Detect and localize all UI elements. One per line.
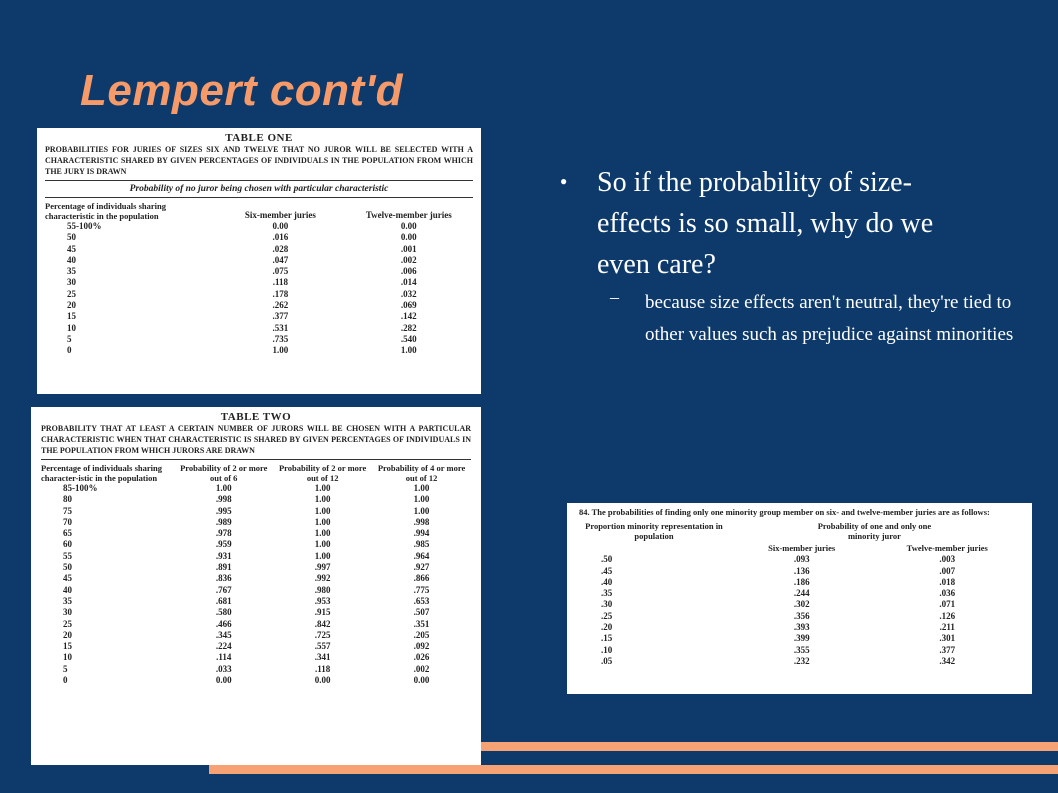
table-cell: 35 — [67, 266, 76, 277]
table-cell: .836 — [215, 573, 232, 584]
table-cell: .994 — [413, 528, 430, 539]
table-cell: .964 — [413, 550, 430, 561]
table-cell: 40 — [67, 254, 76, 265]
table-cell: .036 — [939, 588, 956, 599]
table-three-header-six: Six-member juries — [768, 543, 836, 553]
table-cell: 1.00 — [400, 345, 417, 356]
table-two-description: PROBABILITY THAT AT LEAST A CERTAIN NUMBER OF JURORS WILL BE CHOSEN WITH A PARTICULAR CHARACTERISTIC WHEN THAT CHARACTERISTIC IS SHARED BY GIVEN PERCENTAGES OF INDIVIDUALS IN THE POPULATION FROM WHICH JURORS ARE DRAWN — [41, 424, 471, 455]
table-row — [41, 675, 471, 686]
table-cell: 0.00 — [400, 221, 417, 231]
table-cell: .531 — [272, 322, 289, 333]
table-row — [579, 645, 1020, 656]
table-three-image — [567, 503, 1032, 694]
table-cell: 10 — [63, 652, 72, 663]
table-cell: .989 — [215, 516, 232, 527]
table-cell: .232 — [793, 655, 810, 666]
table-cell: .118 — [272, 277, 289, 288]
bullet-sub — [540, 287, 1040, 351]
table-cell: 50 — [67, 232, 76, 243]
table-three — [579, 543, 1020, 667]
table-cell: .282 — [400, 322, 417, 333]
table-cell: .003 — [939, 554, 956, 565]
table-cell: .002 — [400, 254, 417, 265]
table-row — [45, 232, 473, 243]
table-cell: .866 — [413, 573, 430, 584]
table-cell: .028 — [272, 243, 289, 254]
table-cell: 65 — [63, 528, 72, 539]
table-cell: .399 — [793, 633, 810, 644]
table-cell: .978 — [215, 528, 232, 539]
table-cell: .980 — [314, 584, 331, 595]
table-cell: .915 — [314, 607, 331, 618]
table-cell: 1.00 — [413, 505, 430, 516]
table-cell: .341 — [314, 652, 331, 663]
table-two-title: TABLE TWO — [220, 411, 292, 423]
table-cell: .262 — [272, 300, 289, 311]
table-three-description: 84. The probabilities of finding only one minority group member on six- and twelve-member juries are as follows: — [579, 507, 990, 517]
table-cell: 20 — [63, 629, 72, 640]
divider — [41, 459, 471, 460]
table-cell: .735 — [272, 333, 289, 344]
table-cell: .114 — [216, 652, 232, 663]
table-cell: .302 — [793, 599, 810, 610]
table-cell: .032 — [400, 288, 417, 299]
table-row — [45, 266, 473, 277]
table-cell: 0.00 — [400, 232, 417, 243]
table-cell: 45 — [63, 573, 72, 584]
table-row — [579, 588, 1020, 599]
table-cell: .118 — [315, 663, 331, 674]
table-cell: 1.00 — [314, 550, 331, 561]
table-cell: .953 — [314, 595, 331, 606]
table-three-header-twelve: Twelve-member juries — [906, 543, 988, 553]
table-cell: .959 — [215, 539, 232, 550]
table-two-header-2of6: Probability of 2 or more out of 6 — [180, 463, 268, 483]
table-two-header-2of12: Probability of 2 or more out of 12 — [278, 463, 367, 483]
table-cell: .069 — [400, 300, 417, 311]
bullet-main-text: So if the probability of size-effects is so small, why do we even care? — [597, 167, 934, 280]
table-row — [45, 323, 473, 334]
table-cell: .10 — [601, 644, 613, 655]
table-cell: .40 — [601, 576, 613, 587]
table-cell: .355 — [793, 644, 810, 655]
table-three-body — [579, 554, 1020, 667]
table-cell: .45 — [601, 565, 613, 576]
bullet-main — [540, 162, 1040, 285]
table-cell: 0.00 — [215, 675, 232, 686]
table-row — [41, 562, 471, 573]
table-cell: 15 — [67, 311, 76, 322]
table-cell: 0.00 — [314, 675, 331, 686]
table-cell: .25 — [601, 610, 613, 621]
table-cell: .345 — [215, 629, 232, 640]
table-two-body — [41, 483, 471, 686]
table-cell: .142 — [400, 311, 417, 322]
table-row — [45, 345, 473, 356]
table-cell: .014 — [400, 277, 417, 288]
table-row — [41, 528, 471, 539]
table-row — [45, 334, 473, 345]
table-cell: .026 — [413, 652, 430, 663]
table-row — [41, 483, 471, 494]
table-row — [41, 607, 471, 618]
table-cell: 25 — [67, 288, 76, 299]
table-cell: 35 — [63, 595, 72, 606]
table-cell: .985 — [413, 539, 430, 550]
table-cell: 1.00 — [413, 483, 430, 493]
table-row — [579, 554, 1020, 565]
table-cell: .891 — [215, 562, 232, 573]
table-cell: 85-100% — [63, 483, 98, 493]
table-cell: 75 — [63, 505, 72, 516]
table-one-body — [45, 221, 473, 357]
table-cell: 1.00 — [215, 483, 232, 493]
table-row — [45, 244, 473, 255]
table-cell: 60 — [63, 539, 72, 550]
table-two-header-pct: Percentage of individuals sharing character-istic in the population — [41, 463, 162, 483]
table-row — [41, 494, 471, 505]
table-cell: .007 — [939, 565, 956, 576]
table-cell: 15 — [63, 641, 72, 652]
table-row — [579, 656, 1020, 667]
table-row — [579, 611, 1020, 622]
table-cell: .995 — [215, 505, 232, 516]
table-cell: .20 — [601, 622, 613, 633]
bullet-dot-icon: ● — [560, 174, 568, 188]
table-cell: 30 — [67, 277, 76, 288]
table-cell: .356 — [793, 610, 810, 621]
table-row — [41, 664, 471, 675]
table-one-title: TABLE ONE — [225, 132, 293, 144]
table-row — [41, 630, 471, 641]
table-row — [45, 221, 473, 232]
table-row — [41, 573, 471, 584]
slide-title: Lempert cont'd — [80, 66, 404, 115]
table-two — [41, 463, 471, 686]
accent-stripe-bottom — [209, 765, 1058, 774]
table-cell: 1.00 — [314, 505, 331, 516]
table-cell: .205 — [413, 629, 430, 640]
bullet-dash-icon: – — [610, 287, 619, 307]
table-cell: 1.00 — [314, 539, 331, 550]
table-cell: .931 — [215, 550, 232, 561]
table-cell: .842 — [314, 618, 331, 629]
table-cell: .002 — [413, 663, 430, 674]
table-cell: 5 — [63, 663, 68, 674]
table-row — [579, 599, 1020, 610]
table-cell: 0 — [63, 675, 68, 686]
table-cell: .178 — [272, 288, 289, 299]
table-cell: 50 — [63, 562, 72, 573]
table-row — [41, 652, 471, 663]
table-cell: .580 — [215, 607, 232, 618]
table-cell: .998 — [413, 516, 430, 527]
table-three-header-proportion: Proportion minority representation in population — [585, 521, 723, 541]
table-row — [579, 566, 1020, 577]
table-one-subtitle: Probability of no juror being chosen with particular characteristic — [129, 184, 389, 194]
table-one-header-pct: Percentage of individuals sharing characteristic in the population — [45, 201, 166, 221]
table-cell: 40 — [63, 584, 72, 595]
table-one-header-six: Six-member juries — [244, 209, 316, 220]
table-cell: .006 — [400, 266, 417, 277]
table-cell: 30 — [63, 607, 72, 618]
table-row — [579, 622, 1020, 633]
table-cell: .992 — [314, 573, 331, 584]
table-cell: .997 — [314, 562, 331, 573]
table-cell: 70 — [63, 516, 72, 527]
table-row — [41, 596, 471, 607]
table-one — [45, 201, 473, 357]
table-one-image — [37, 128, 481, 394]
table-cell: .377 — [272, 311, 289, 322]
table-cell: .767 — [215, 584, 232, 595]
table-row — [45, 255, 473, 266]
table-cell: .001 — [400, 243, 417, 254]
table-cell: .557 — [314, 641, 331, 652]
table-cell: .998 — [215, 494, 232, 505]
table-cell: .540 — [400, 333, 417, 344]
table-cell: .351 — [413, 618, 430, 629]
bullet-list — [540, 162, 1040, 351]
table-cell: .15 — [601, 633, 613, 644]
table-cell: .725 — [314, 629, 331, 640]
table-cell: 1.00 — [314, 516, 331, 527]
table-cell: .244 — [793, 588, 810, 599]
table-cell: .186 — [793, 576, 810, 587]
table-cell: 5 — [67, 333, 72, 344]
table-row — [45, 289, 473, 300]
table-cell: .071 — [939, 599, 956, 610]
table-cell: 0 — [67, 345, 72, 356]
table-row — [41, 539, 471, 550]
table-row — [41, 619, 471, 630]
table-cell: .377 — [939, 644, 956, 655]
table-cell: .211 — [939, 622, 955, 633]
table-cell: .075 — [272, 266, 289, 277]
table-cell: 45 — [67, 243, 76, 254]
table-cell: .775 — [413, 584, 430, 595]
table-cell: .301 — [939, 633, 956, 644]
table-cell: 0.00 — [413, 675, 430, 686]
table-cell: 1.00 — [272, 345, 289, 356]
table-cell: .342 — [939, 655, 956, 666]
table-two-header-4of12: Probability of 4 or more out of 12 — [377, 463, 466, 483]
table-cell: .092 — [413, 641, 430, 652]
table-cell: .653 — [413, 595, 430, 606]
table-cell: .033 — [215, 663, 232, 674]
table-cell: 1.00 — [314, 494, 331, 505]
table-cell: .393 — [793, 622, 810, 633]
table-row — [45, 300, 473, 311]
table-cell: 10 — [67, 322, 76, 333]
table-cell: 55 — [63, 550, 72, 561]
table-cell: .927 — [413, 562, 430, 573]
table-cell: 55-100% — [67, 221, 102, 231]
divider — [45, 180, 473, 181]
table-two-image — [31, 407, 481, 765]
table-cell: .224 — [215, 641, 232, 652]
table-cell: .681 — [215, 595, 232, 606]
table-row — [41, 506, 471, 517]
accent-stripe-top — [481, 742, 1058, 751]
bullet-sub-text: because size effects aren't neutral, they're tied to other values such as prejudice against minorities — [645, 292, 1014, 345]
divider — [45, 197, 473, 198]
table-cell: .507 — [413, 607, 430, 618]
table-three-header-probability: Probability of one and only one minority juror — [817, 521, 932, 541]
table-cell: 20 — [67, 300, 76, 311]
table-cell: .126 — [939, 610, 956, 621]
table-cell: 25 — [63, 618, 72, 629]
table-cell: .136 — [793, 565, 810, 576]
table-row — [41, 641, 471, 652]
table-cell: .047 — [272, 254, 289, 265]
table-cell: 1.00 — [413, 494, 430, 505]
table-row — [41, 517, 471, 528]
table-row — [41, 585, 471, 596]
table-row — [41, 551, 471, 562]
table-cell: .093 — [793, 554, 810, 565]
table-cell: .016 — [272, 232, 289, 243]
table-one-header-twelve: Twelve-member juries — [365, 209, 452, 220]
table-row — [579, 577, 1020, 588]
table-cell: .018 — [939, 576, 956, 587]
table-row — [45, 277, 473, 288]
table-cell: .35 — [601, 588, 613, 599]
table-one-description: PROBABILITIES FOR JURIES OF SIZES SIX AND TWELVE THAT NO JUROR WILL BE SELECTED WITH A CHARACTERISTIC SHARED BY GIVEN PERCENTAGES OF INDIVIDUALS IN THE POPULATION FROM WHICH THE JURY IS DRAWN — [45, 145, 473, 176]
table-cell: .05 — [601, 655, 613, 666]
table-row — [579, 633, 1020, 644]
table-cell: 1.00 — [314, 483, 331, 493]
table-row — [45, 311, 473, 322]
table-cell: 1.00 — [314, 528, 331, 539]
table-cell: 0.00 — [272, 221, 289, 231]
table-cell: .50 — [601, 554, 613, 565]
table-cell: .30 — [601, 599, 613, 610]
table-cell: 80 — [63, 494, 72, 505]
table-cell: .466 — [215, 618, 232, 629]
